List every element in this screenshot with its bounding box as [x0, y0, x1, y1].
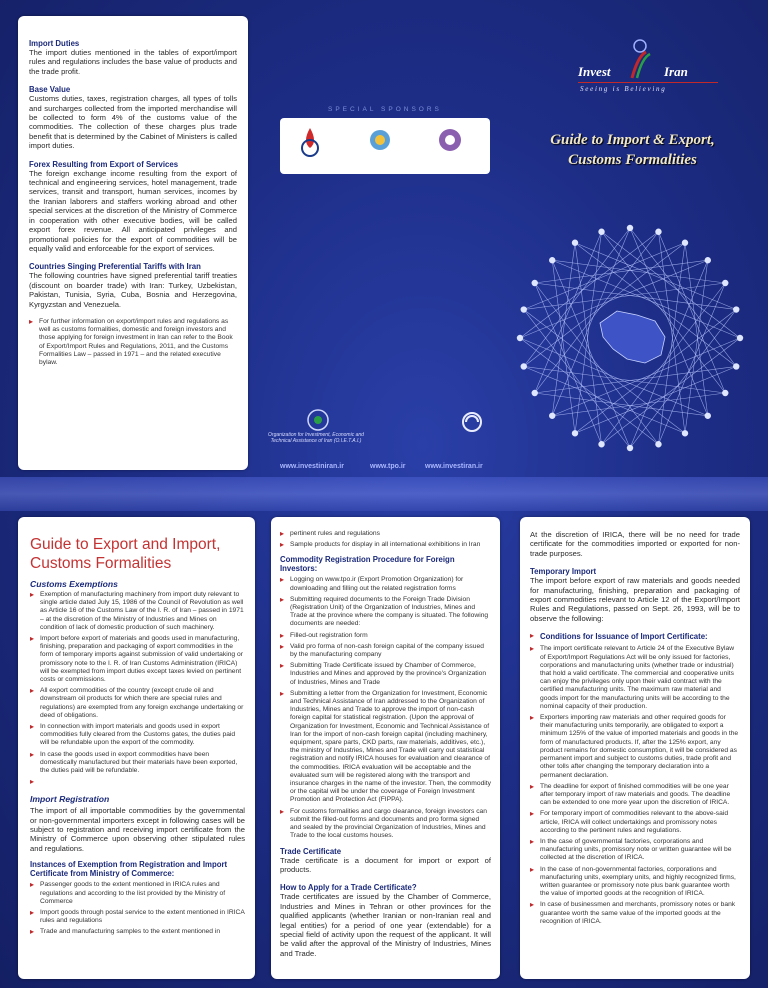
panel-export-import-guide — [18, 517, 255, 979]
url-tpo[interactable]: www.tpo.ir — [370, 463, 406, 470]
list-item: ▸ Import goods through postal service to the extent mentioned in IRICA rules and regulations — [30, 909, 245, 925]
web-node — [572, 430, 578, 436]
section-countries — [29, 262, 237, 309]
iran-map-icon — [600, 311, 665, 363]
web-node — [627, 225, 633, 231]
panel-commodity-registration — [271, 517, 500, 979]
list-item: ▸ Submitting required documents to the Foreign Trade Division (Registration Unit) of the Organization of Industries, Mines and Trade at the province where the company is situated. The following documents are needed: — [280, 596, 491, 629]
import-registration-text: The import of all importable commodities by the governmental or non-governmental importers except in following cases will be subject to registration and receiving import certificate from the Ministry of Commerce upon observing other stipulated rules and regulations. — [30, 806, 245, 853]
list-item: ▸ Filled-out registration form — [280, 632, 491, 640]
section-heading: Forex Resulting from Export of Services — [29, 159, 179, 169]
apply-text: Trade certificates are issued by the Chamber of Commerce, Industries and Mines in Tehran or other provinces for the qualified applicants (whether Iranian or non-Iranian real and legal entities) for a period of one year (extendable) for a special field of activity upon the request of the applicant. It will be valid after the approval of the Ministry of Industries, Mines and Trade. — [280, 892, 491, 958]
section-heading: Base Value — [29, 85, 71, 95]
web-node — [549, 257, 555, 263]
web-node — [655, 441, 661, 447]
web-node — [722, 390, 728, 396]
conditions-list — [530, 645, 740, 926]
web-node — [532, 280, 538, 286]
web-node — [705, 413, 711, 419]
customs-exemptions-heading: Customs Exemptions — [30, 579, 118, 589]
web-node — [655, 229, 661, 235]
brand-iran: Iran — [664, 64, 688, 79]
instances-list — [30, 881, 245, 936]
section-text: Customs duties, taxes, registration charges, all types of tolls and surcharges collected from the imported merchandise will be collected to form 4% of the customs value of the commodities. The collection of these charges plus trade benefit that is determined by the Cabinet of Ministers is called import duties. — [29, 94, 237, 151]
web-node — [521, 363, 527, 369]
web-node — [722, 280, 728, 286]
section-text: The import duties mentioned in the tables of export/import rules and regulations includes the base value of products and the trade profit. — [29, 48, 237, 76]
list-item: ▸ In case of businessmen and merchants, promissory notes or bank guarantee worth the same value of the imported goods at the recognition of IRICA. — [530, 901, 740, 926]
list-item — [30, 778, 245, 786]
panel-import-duties — [18, 16, 248, 470]
web-node — [572, 240, 578, 246]
web-line — [575, 232, 602, 434]
conditions-heading-row — [530, 632, 740, 642]
url-investiran[interactable]: www.investiran.ir — [425, 463, 483, 470]
cover-title-line1: Guide to Import & Export, — [550, 132, 715, 148]
section-base-value — [29, 85, 237, 150]
list-item: ▸ Trade and manufacturing samples to the extent mentioned in — [30, 928, 245, 936]
import-registration-heading: Import Registration — [30, 794, 110, 805]
list-item: ▸ Sample products for display in all international exhibitions in Iran — [280, 541, 491, 549]
web-line — [575, 243, 602, 445]
list-item: ▸ In case the goods used in export commodities have been domestically manufactured but their materials have been exported, the duties paid will be refundable. — [30, 751, 245, 776]
list-item: ▸ Submitting Trade Certificate issued by Chamber of Commerce, Industries and Mines and approved by the province's Organization of Industries, Mines and Trade — [280, 662, 491, 687]
commodity-heading: Commodity Registration Procedure for Foreign Investors: — [280, 555, 455, 574]
list-item: ▸ In connection with import materials and goods used in export commodities fully cleared from the Customs gates, the duties paid will be refundable upon the export of the commodity. — [30, 723, 245, 748]
list-item: ▸ Exporters importing raw materials and other required goods for their manufacturing units temporarily, are obligated to export a minimum 125% of the value of imported materials and goods in the form of manufactured products. If, after the 125% export, any product remains for domestic consumption, it will be considered as permanent import and subject to customs duties, trade profit and other tolls after changing the temporary declaration into a permanent declaration. — [530, 714, 740, 780]
temporary-import-text: The import before export of raw materials and goods needed for manufacturing, finishing, preparation and packaging of export commodities relevant to Article 12 of the Export/Import Rules and Regulations, passed on Sept. 26, 1993, will be to observe the following: — [530, 576, 740, 623]
network-sphere-graphic — [505, 213, 755, 463]
temporary-import-heading: Temporary Import — [530, 567, 597, 577]
section-heading: Countries Singing Preferential Tariffs with Iran — [29, 262, 201, 272]
web-node — [521, 306, 527, 312]
web-node — [682, 240, 688, 246]
list-item: ▸ pertinent rules and regulations — [280, 530, 491, 538]
web-node — [682, 430, 688, 436]
web-node — [733, 363, 739, 369]
web-node — [598, 229, 604, 235]
decorative-band — [0, 477, 768, 511]
list-item: ▸ Exemption of manufacturing machinery from import duty relevant to single article dated July 15, 1986 of the Council of Revolution as well as Article 16 of the Customs Law of the I. R. of Iran – passed in 1971 – at the discretion of the Ministry of Industries and Mines on condition of lack of domestic production of such machinery. — [30, 591, 245, 632]
section-forex — [29, 160, 237, 254]
list-item: ▸ For temporary import of commodities relevant to the above-said article, IRICA will collect undertakings and promissory notes according to the pertinent rules and regulations. — [530, 810, 740, 835]
guide-title: Guide to Export and Import, Customs Formalities — [30, 536, 221, 572]
customs-exemptions-list — [30, 591, 245, 786]
cover-title — [520, 130, 745, 170]
commodity-steps-list — [280, 576, 491, 840]
sponsors-box — [280, 118, 490, 174]
continued-list — [280, 530, 491, 549]
further-info-note: ▸ For further information on export/import rules and regulations as well as customs formalities, domestic and foreign investors and those applying for foreign investment in Iran can refer to the Book of Export/Import Rules and Regulations, 2011, and the Customs Formalities Law – passed in 1971 – and the related executive bylaw. — [29, 318, 237, 367]
list-item: ▸ Import before export of materials and goods used in manufacturing, finishing, preparation and packaging of export commodities in the form of temporary imports against submission of valid undertaking or promissory note to the I. R. of Iran Customs Administration (IRICA) will be exempted from import duties except taxes levied on pertinent costs or commissions. — [30, 635, 245, 684]
list-item: ▸ The deadline for export of finished commodities will be one year after temporary import of raw materials and goods. The deadline can be extended to one more year upon the discretion of IRICA. — [530, 783, 740, 808]
list-item: ▸ Valid pro forma of non-cash foreign capital of the company issued by the manufacturing company — [280, 643, 491, 659]
panel-temporary-import — [520, 517, 750, 979]
iccim-logo-icon — [452, 410, 492, 444]
intro-text: At the discretion of IRICA, there will be no need for trade certificate for the commodities imported or exported for non-trade purposes. — [530, 530, 740, 558]
brand-invest: Invest — [578, 64, 611, 79]
web-line — [524, 283, 726, 310]
cover-title-line2: Customs Formalities — [568, 152, 697, 168]
list-item: ▸ Passenger goods to the extent mentioned in IRICA rules and regulations and according to the list provided by the Ministry of Commerce — [30, 881, 245, 906]
list-item: ▸ All export commodities of the country (except crude oil and downstream oil products for which there are special rules and regulations) are exempted from any foreign exchange undertaking or deed of obligations. — [30, 687, 245, 720]
list-item: ▸ Submitting a letter from the Organization for Investment, Economic and Technical Assistance of Iran addressed to the Organization of Industries, Mines and Trade to approve the import of non-cash foreign capital for statistical registration. (Upon the approval of Organization for Investment, Economic and Technical Assistance of Iran for the import of non-cash foreign capital (including machinery, equipment, spare parts, CKD parts, raw materials, additives, etc.), the ministry of Industries, Mines and Trade will carry out statistical registration and notify IRICA houses for evaluation and clearance of the commodities. IRICA evaluation will be acceptable and the evaluated sum will be registered along with the transport and insurance charges in the name of the investor. Then, the commodity or the capital will be under the coverage of Foreign Investment Promotion and Protection Act (FIPPA). — [280, 690, 491, 805]
section-import-duties — [29, 39, 237, 76]
special-sponsors-label: SPECIAL SPONSORS — [328, 106, 442, 113]
section-heading: Import Duties — [29, 39, 80, 48]
url-investiniran[interactable]: www.investiniran.ir — [280, 463, 344, 470]
instances-heading: Instances of Exemption from Registration and Import Certificate from Ministry of Commerce: — [30, 860, 228, 879]
list-item: ▸ In the case of non-governmental factories, corporations and manufacturing units, exemplary units, and highly recognized firms, written guarantee or promissory note plus bank guarantee worth the value of imported goods at the recognition of IRICA. — [530, 866, 740, 899]
brand-divider — [578, 82, 718, 83]
list-item: ▸ Logging on www.tpo.ir (Export Promotion Organization) for downloading and filling out the related registration forms — [280, 576, 491, 592]
conditions-heading: Conditions for Issuance of Import Certificate: — [540, 632, 708, 642]
org-name: Organization for Investment, Economic and Technical Assistance of Iran (O.I.E.T.A.I.) — [268, 432, 364, 444]
list-item: ▸ In the case of governmental factories, corporations and manufacturing units, promissory note or written guarantee will be collected at the discretion of IRICA. — [530, 838, 740, 863]
web-node — [737, 335, 743, 341]
web-node — [733, 306, 739, 312]
list-item: ▸ For customs formalities and cargo clearance, foreign investors can submit the filled-out forms and documents and pro forma signed and sealed by the provincial Organization of Industries, Mines and Trade to the local customs houses. — [280, 808, 491, 841]
web-node — [598, 441, 604, 447]
section-text: The foreign exchange income resulting from the export of technical and engineering services, hotel management, trade services, transit and transport, human services, incomes by the Iranian laborers and staffers working abroad and other special services at the discretion of the Ministry of Commerce in cooperation with other executive bodies, will be called export forex revenue. All anticipated privileges and promotional policies for the export of commodities will be equally valid and enforceable for the export of services. — [29, 168, 237, 253]
web-node — [705, 257, 711, 263]
sponsor-logos — [280, 118, 490, 174]
brand-tagline: S e e i n g i s B e l i e v i n g — [580, 85, 665, 93]
web-node — [627, 445, 633, 451]
web-node — [517, 335, 523, 341]
web-line — [535, 366, 737, 393]
web-line — [524, 366, 726, 393]
web-node — [532, 390, 538, 396]
trade-certificate-text: Trade certificate is a document for import or export of products. — [280, 855, 491, 874]
web-line — [535, 283, 737, 310]
list-item: ▸ The import certificate relevant to Article 24 of the Executive Bylaw of Export/Import Regulations Act will be only issued for factories, corporations and manufacturing units (whether trade or industrial) that hold a valid certificate. The commercial and cooperative units can enjoy the privileges only upon their valid contract with the certified manufacturing units. The maximum raw material and goods import for the manufacturing units will be according to the nominal capacity of their production. — [530, 645, 740, 711]
section-text: The following countries have signed preferential tariff treaties (discount on boarder trade) with Iran: Turkey, Uzbekistan, Pakistan, Tunisia, Syria, Cuba, Bosnia and Herzegovina, Kyrgyzstan and Venezuela. — [29, 271, 237, 309]
trade-certificate-heading: Trade Certificate — [280, 846, 342, 856]
apply-heading: How to Apply for a Trade Certificate? — [280, 883, 417, 893]
org-emblem-icon — [298, 408, 338, 434]
web-node — [549, 413, 555, 419]
